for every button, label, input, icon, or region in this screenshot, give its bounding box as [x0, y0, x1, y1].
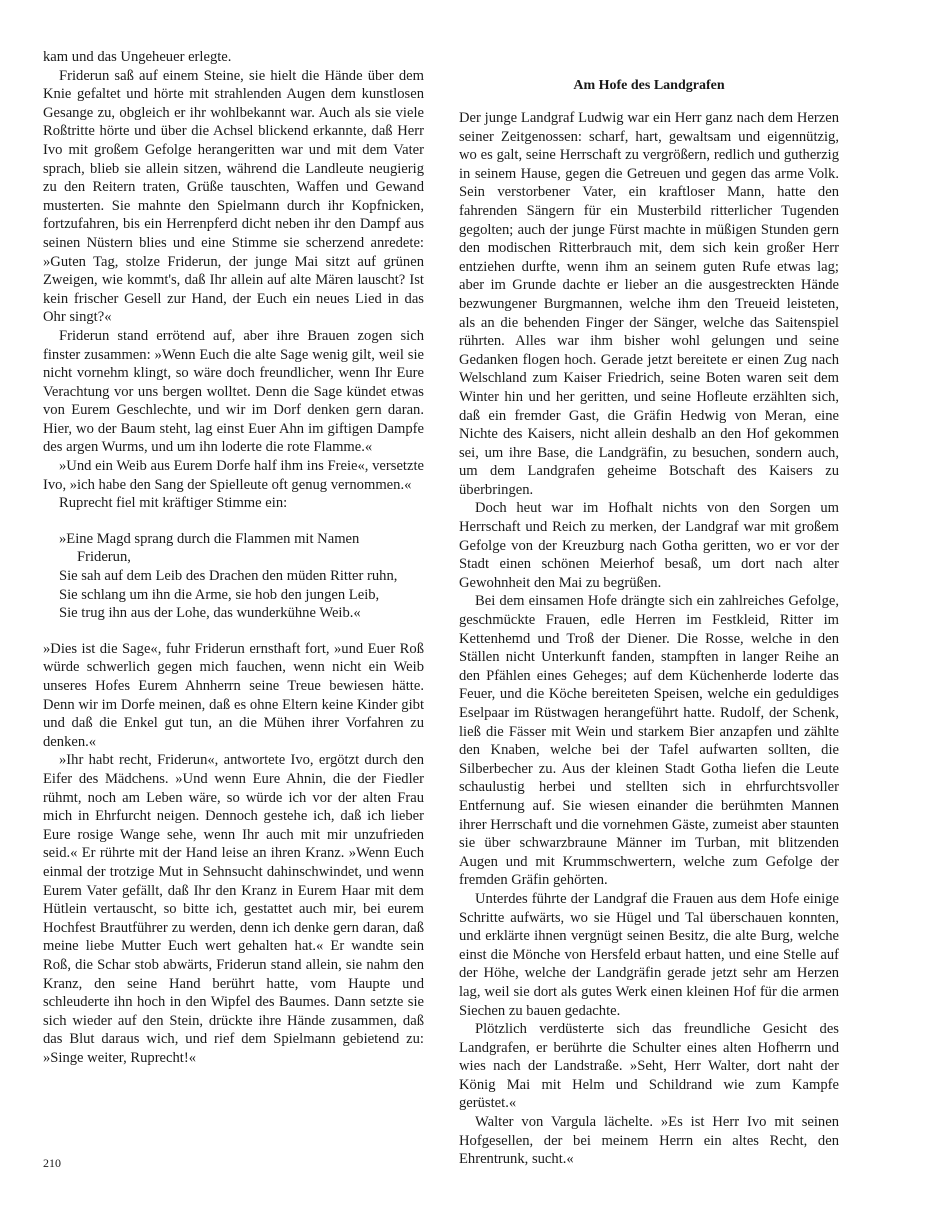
verse-line: Friderun,	[77, 549, 131, 566]
verse-line: Sie sah auf dem Leib des Drachen den müden Ritter ruhn,	[59, 568, 398, 585]
paragraph: »Und ein Weib aus Eurem Dorfe half ihm ins Freie«, versetzte Ivo, »ich habe den Sang der Spielleute oft genug vernommen.«	[43, 458, 424, 493]
paragraph: Doch heut war im Hofhalt nichts von den Sorgen um Herrschaft und Reich zu merken, der Landgraf war mit großem Gefolge von der Kreuzburg nach Gotha geritten, wo er vor der Stadt einen schönen Meierhof besaß, um dort nach alter Gewohnheit den Mai zu begrüßen.	[459, 500, 839, 591]
paragraph: Plötzlich verdüsterte sich das freundliche Gesicht des Landgrafen, er berührte die Schulter eines alten Hofherrn und wies nach der Landstraße. »Seht, Herr Walter, dort naht der König Mai mit Helm und Schildrand wie zum Kampfe gerüstet.«	[459, 1021, 839, 1112]
verse-line: »Eine Magd sprang durch die Flammen mit Namen	[59, 530, 360, 547]
paragraph: kam und das Ungeheuer erlegte.	[43, 49, 232, 65]
paragraph: Der junge Landgraf Ludwig war ein Herr ganz nach dem Herzen seiner Zeitgenossen: scharf, hart, gewaltsam und eigennützig, wo es galt, seine Herrschaft zu vergrößern, redlich und gutherzig in seinem Hause, gegen die Getreuen und gegen das arme Volk. Sein verstorbener Vater, ein kraftloser Mann, hatte den fahrenden Sängern für ein Musterbild ritterlicher Tugenden gegolten; auch der junge Fürst machte in müßigen Stunden gern den modischen Ritterbrauch mit, dem sich kein großer Herr entziehen durfte, wenn ihm an seinem guten Rufe etwas lag; aber im Grunde dachte er lieber an die ausgestreckten Hände bezwungener Burgmannen, welche ihm den Treueid leisteten, als an die behenden Finger der Sänger, welche das Saitenspiel rührten. Alles war ihm bisher wohl gelungen und seine Gedanken flogen hoch. Gerade jetzt bereitete er einen Zug nach Welschland zum Kaiser Friedrich, seine Boten waren seit dem Winter hin und her geritten, und seine Hofleute erzählten sich, daß ein fremder Gast, die Gräfin Hedwig von Meran, eine Nichte des Kaisers, nicht allein deshalb an den Hof gekommen sei, um ihre Base, die Landgräfin, zu besuchen, sondern auch, um dem Landgrafen geheime Botschaft des Kaisers zu überbringen.	[459, 110, 839, 498]
paragraph: Friderun saß auf einem Steine, sie hielt die Hände über dem Knie gefaltet und hörte mit strahlenden Augen dem kunstlosen Gesange zu, obgleich er ihr wohlbekannt war. Auch als sie viele Roßtritte hörte und über die Achsel blickend erkannte, daß Herr Ivo mit großem Gefolge herangeritten war und mit dem Vater sprach, blieb sie allein sitzen, während die Landleute neugierig zu den Reitern traten, Grüße tauschten, Waffen und Gewand musterten. Sie mahnte den Spielmann durch ihr Kopfnicken, fortzufahren, bis ein Herrenpferd dicht neben ihr den Dampf aus seinen Nüstern blies und eine Stimme sie scherzend anredete: »Guten Tag, stolze Friderun, der junge Mai sitzt auf grünen Zweigen, wie kommt's, daß Ihr allein auf alte Mären lauscht? Ist kein frischer Gesell zur Hand, der Euch ein neues Lied in das Ohr singt?«	[43, 67, 424, 326]
paragraph: Friderun stand errötend auf, aber ihre Brauen zogen sich finster zusammen: »Wenn Euch die alte Sage wenig gilt, weil sie nicht vornehm klingt, so wäre doch freundlicher, wenn Ihr Eure Verachtung vor uns bergen wolltet. Denn die Sage kündet etwas von Eurem Geschlechte, und wir im Dorf denken gern daran. Hier, wo der Baum steht, lag einst Euer Ahn im giftigen Dampfe des argen Wurms, und um ihn loderte die rote Flamme.«	[43, 327, 424, 456]
paragraph: »Dies ist die Sage«, fuhr Friderun ernsthaft fort, »und Euer Roß würde schwerlich gegen mich fauchen, wenn nicht ein Weib unseres Hofes Eurem Ahnherrn seine Treue bewiesen hätte. Denn wir im Dorfe meinen, daß es ohne Eltern keine Kinder gibt und daß die Enkel gut tun, an die Mühen ihrer Vorfahren zu denken.«	[43, 640, 424, 750]
paragraph: Ruprecht fiel mit kräftiger Stimme ein:	[59, 495, 288, 512]
chapter-heading: Am Hofe des Landgrafen	[573, 78, 725, 93]
verse-block	[59, 530, 424, 623]
paragraph: Walter von Vargula lächelte. »Es ist Herr Ivo mit seinen Hofgesellen, der bei meinem Herrn ein altes Recht, den Ehrentrunk, sucht.«	[459, 1114, 839, 1168]
paragraph: Unterdes führte der Landgraf die Frauen aus dem Hofe einige Schritte aufwärts, wo sie Hügel und Tal überschauen konnten, und erklärte ihnen vergnügt seinen Besitz, die alte Burg, welche einst die Mönche von Hersfeld erbaut hatten, und eine Stelle auf der Höhe, welche der Landgräfin gerade jetzt sehr am Herzen lag, weil sie dort als gutes Werk einen kleinen Hof für die armen Siechen zu bauen gedachte.	[459, 890, 839, 1019]
paragraph: Bei dem einsamen Hofe drängte sich ein zahlreiches Gefolge, geschmückte Frauen, edle Herren im Festkleid, Ritter im Kettenhemd und Troß der Diener. Die Rosse, welche in den Ställen nicht Unterkunft fanden, stampften in langer Reihe an den Pfählen eines Geheges; auf dem Küchenherde loderte das Feuer, und die Köche bereiteten Speisen, welche ein geduldiges Eselpaar im Rüstwagen herangeführt hatte. Rudolf, der Schenk, ließ die Fässer mit Wein und starkem Bier anzapfen und zählte den Knaben, welche bei der Tafel aufwarten sollten, die Silberbecher zu. Aus der kleinen Stadt Gotha liefen die Leute schaulustig herbei und stellten sich in ehrfurchtsvoller Entfernung auf. Sie wiesen einander die berühmten Mannen ihrer Herrschaft und die vornehmen Gäste, zumeist aber staunten sie über schwarzbraune Männer im Turban, mit blitzenden Augen und mit Krummschwertern, welche zum Gefolge der fremden Gräfin gehörten.	[459, 593, 839, 889]
verse-line: Sie trug ihn aus der Lohe, das wunderkühne Weib.«	[59, 605, 361, 622]
page-number: 210	[43, 1156, 61, 1170]
right-column	[459, 79, 839, 1169]
verse-line: Sie schlang um ihn die Arme, sie hob den jungen Leib,	[59, 586, 380, 603]
paragraph: »Ihr habt recht, Friderun«, antwortete Ivo, ergötzt durch den Eifer des Mädchens. »Und wenn Eure Ahnin, die der Fiedler rühmt, noch am Leben wäre, so würde ich vor der alten Frau mich in Ehrfurcht neigen. Dennoch gestehe ich, daß ich lieber Eure rosige Wange sehe, wenn Ihr auch mit mir unzufrieden seid.« Er rührte mit der Hand leise an ihren Kranz. »Wenn Euch einmal der trotzige Mut in Sehnsucht dahinschwindet, und wenn Eurem Vater gefällt, daß Ihr den Kranz in Eurem Haar mit dem Hütlein vertauscht, so bitte ich, gestattet auch mir, bei eurem Hochfest Brautführer zu werden, denn ich denke gern daran, daß meine liebe Mutter Euch wert gehalten hat.« Er wandte sein Roß, die Schar stob abwärts, Friderun stand allein, sie nahm den Kranz, den seine Hand berührt hatte, vom Haupte und schleuderte ihn hoch in den Wipfel des Baumes. Dann setzte sie sich wieder auf den Stein, drückte ihre Hände zusammen, daß das Blut daraus wich, und rief dem Spielmann gebietend zu: »Singe weiter, Ruprecht!«	[43, 752, 424, 1066]
left-column	[43, 48, 424, 1067]
